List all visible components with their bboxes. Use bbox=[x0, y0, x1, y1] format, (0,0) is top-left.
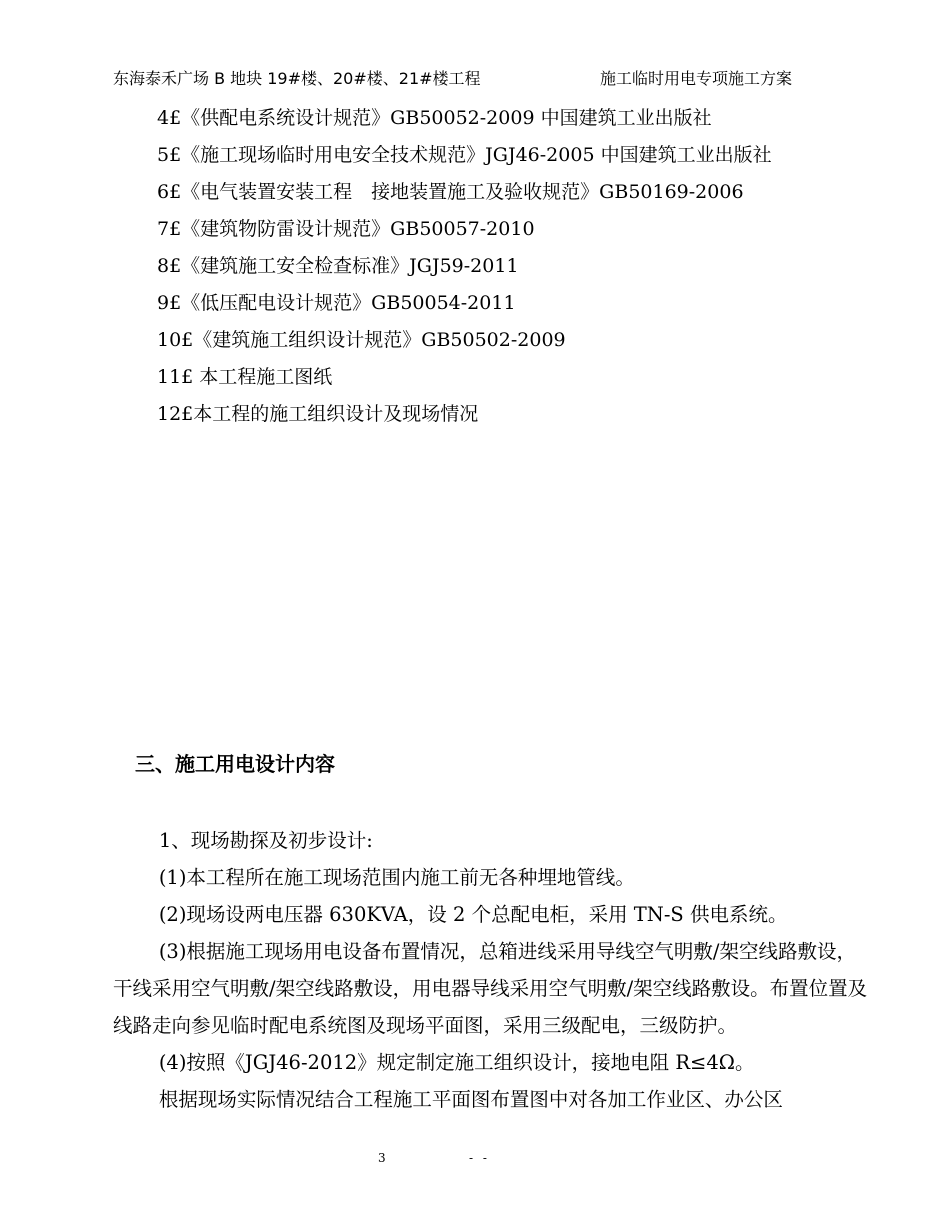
reference-item: 4£《供配电系统设计规范》GB50052-2009 中国建筑工业出版社 bbox=[157, 107, 712, 129]
header-project-name: 东海泰禾广场 B 地块 19#楼、20#楼、21#楼工程 bbox=[113, 69, 481, 88]
reference-list bbox=[157, 100, 877, 433]
body-paragraph: (1)本工程所在施工现场范围内施工前无各种埋地管线。 bbox=[158, 866, 635, 889]
reference-item: 10£《建筑施工组织设计规范》GB50502-2009 bbox=[157, 329, 566, 351]
reference-item: 6£《电气装置安装工程 接地装置施工及验收规范》GB50169-2006 bbox=[157, 181, 744, 203]
header-document-title: 施工临时用电专项施工方案 bbox=[600, 69, 793, 88]
body-paragraph: (3)根据施工现场用电设备布置情况，总箱进线采用导线空气明敷/架空线路敷设，干线采用空气明敷/架空线路敷设，用电器导线采用空气明敷/架空线路敷设。布置位置及线路走向参见临时配电系统图及现场平面图，采用三级配电，三级防护。 bbox=[113, 940, 868, 1037]
reference-item: 8£《建筑施工安全检查标准》JGJ59-2011 bbox=[157, 255, 519, 277]
reference-item: 9£《低压配电设计规范》GB50054-2011 bbox=[157, 292, 516, 314]
footer-dashes: - - bbox=[469, 1151, 490, 1165]
section-body bbox=[113, 822, 869, 1118]
reference-item: 12£本工程的施工组织设计及现场情况 bbox=[157, 403, 479, 425]
body-paragraph: (4)按照《JGJ46-2012》规定制定施工组织设计，接地电阻 R≤4Ω。 bbox=[158, 1051, 755, 1074]
body-paragraph: (2)现场设两电压器 630KVA，设 2 个总配电柜，采用 TN-S 供电系统。 bbox=[158, 903, 788, 926]
reference-item: 5£《施工现场临时用电安全技术规范》JGJ46-2005 中国建筑工业出版社 bbox=[157, 144, 772, 166]
page-footer bbox=[0, 1148, 950, 1168]
section-heading: 三、施工用电设计内容 bbox=[135, 752, 335, 776]
page-number: 3 bbox=[378, 1151, 386, 1165]
reference-item: 11£ 本工程施工图纸 bbox=[157, 366, 333, 388]
subsection-heading: 1、现场勘探及初步设计: bbox=[158, 829, 373, 852]
body-paragraph: 根据现场实际情况结合工程施工平面图布置图中对各加工作业区、办公区 bbox=[158, 1088, 783, 1111]
page-header bbox=[0, 66, 950, 92]
reference-item: 7£《建筑物防雷设计规范》GB50057-2010 bbox=[157, 218, 535, 240]
